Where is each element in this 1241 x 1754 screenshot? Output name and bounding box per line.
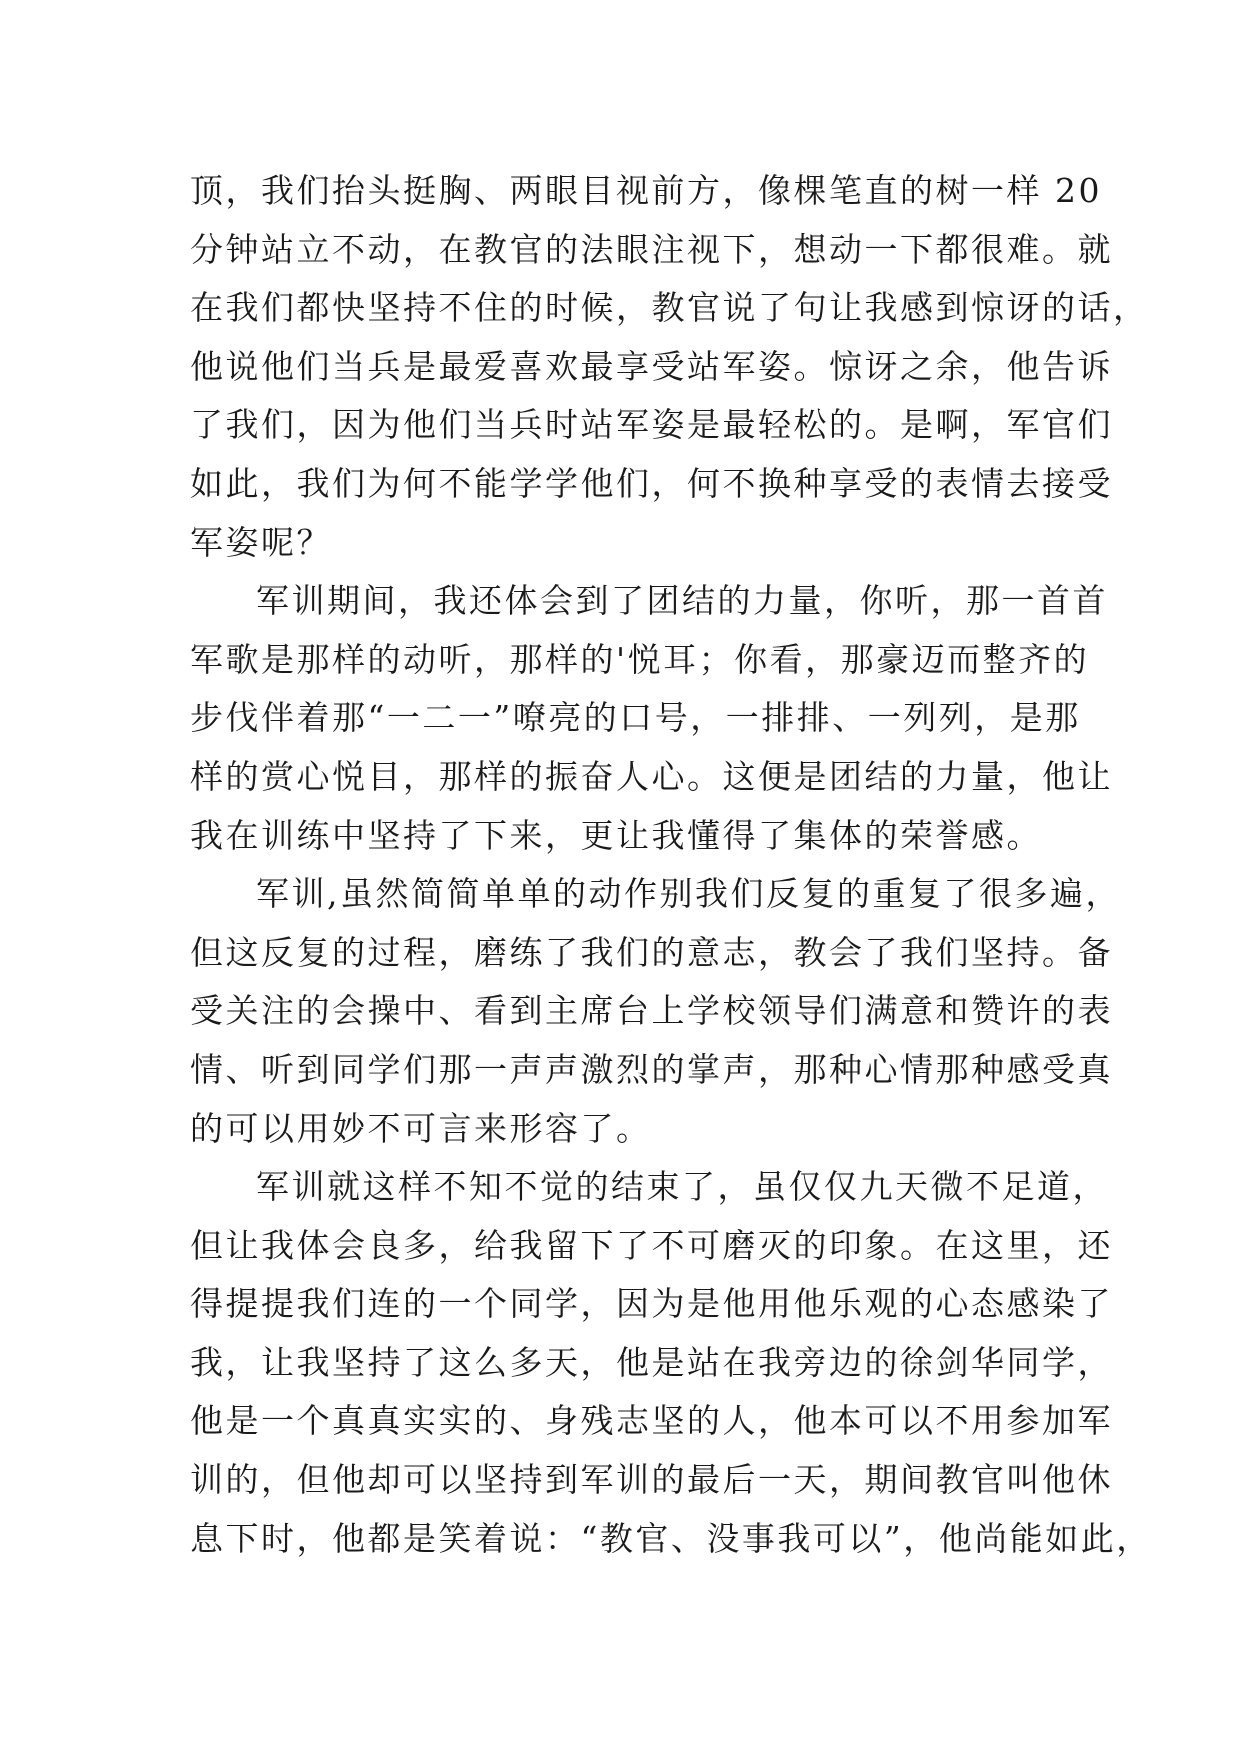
paragraph-start-line: 军训期间，我还体会到了团结的力量，你听，那一首首: [256, 581, 1108, 621]
paragraph-start-line: 军训就这样不知不觉的结束了，虽仅仅九天微不足道，: [256, 1167, 1108, 1207]
text-line: 顶，我们抬头挺胸、两眼目视前方，像棵笔直的树一样 20: [190, 171, 1102, 210]
paragraph-start-line: 军训,虽然简简单单的动作别我们反复的重复了很多遍，: [256, 874, 1121, 914]
text-line: 他是一个真真实实的、身残志坚的人，他本可以不用参加军: [190, 1401, 1113, 1441]
text-line: 但让我体会良多，给我留下了不可磨灭的印象。在这里，还: [190, 1225, 1113, 1265]
text-line: 样的赏心悦目，那样的振奋人心。这便是团结的力量，他让: [190, 756, 1113, 796]
text-line: 但这反复的过程，磨练了我们的意志，教会了我们坚持。备: [190, 932, 1113, 972]
text-line: 军歌是那样的动听，那样的'悦耳；你看，那豪迈而整齐的: [190, 639, 1090, 679]
text-line: 他说他们当兵是最爱喜欢最享受站军姿。惊讶之余，他告诉: [190, 346, 1113, 386]
text-line: 训的，但他却可以坚持到军训的最后一天，期间教官叫他休: [190, 1460, 1113, 1500]
text-line: 了我们，因为他们当兵时站军姿是最轻松的。是啊，军官们: [190, 405, 1113, 445]
text-line: 的可以用妙不可言来形容了。: [190, 1108, 652, 1148]
text-line: 我在训练中坚持了下来，更让我懂得了集体的荣誉感。: [190, 815, 1042, 855]
text-line: 情、听到同学们那一声声激烈的掌声，那种心情那种感受真: [190, 1049, 1113, 1089]
text-line: 在我们都快坚持不住的时候，教官说了句让我感到惊讶的话，: [190, 288, 1149, 328]
text-line: 得提提我们连的一个同学，因为是他用他乐观的心态感染了: [190, 1284, 1113, 1324]
text-line: 分钟站立不动，在教官的法眼注视下，想动一下都很难。就: [190, 229, 1113, 269]
text-line: 息下时，他都是笑着说：“教官、没事我可以”，他尚能如此，: [190, 1518, 1152, 1558]
text-line: 受关注的会操中、看到主席台上学校领导们满意和赞许的表: [190, 991, 1113, 1031]
text-line: 步伐伴着那“一二一”嘹亮的口号，一排排、一列列，是那: [190, 698, 1081, 738]
text-line: 如此，我们为何不能学学他们，何不换种享受的表情去接受: [190, 463, 1113, 503]
text-line: 军姿呢？: [190, 522, 332, 562]
text-line: 我，让我坚持了这么多天，他是站在我旁边的徐剑华同学，: [190, 1342, 1113, 1382]
body-text: [190, 162, 1152, 1568]
